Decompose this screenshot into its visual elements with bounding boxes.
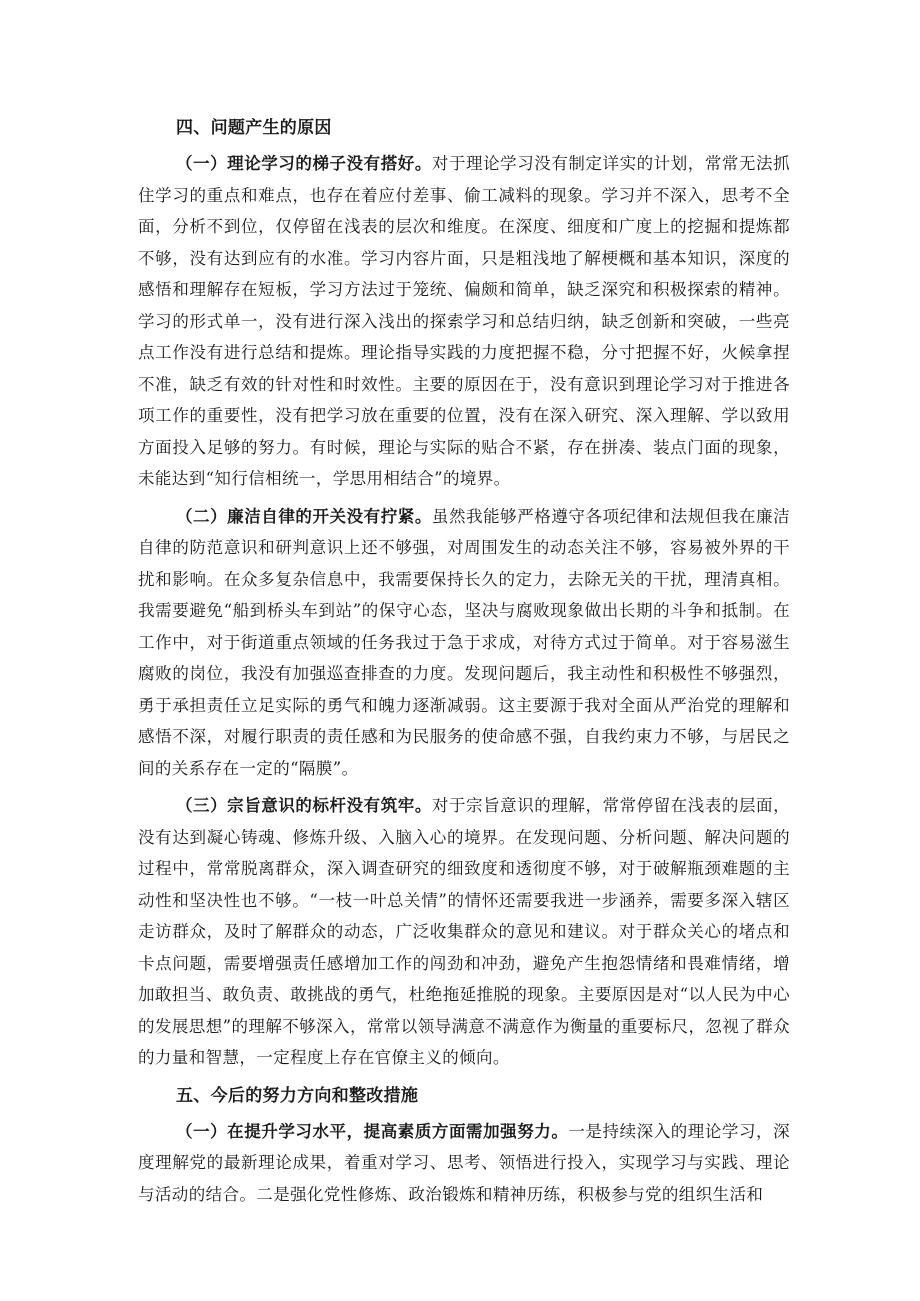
section-heading-causes: 四、问题产生的原因: [176, 118, 332, 138]
paragraph-lead: （三）宗旨意识的标杆没有筑牢。: [176, 796, 432, 815]
paragraph-body: 对于理论学习没有制定详实的计划，常常无法抓住学习的重点和难点，也存在着应付差事、偷工减料的现象。学习并不深入，思考不全面，分析不到位，仅停留在浅表的层次和维度。在深度、细度和广度上的挖掘和提炼都不够，没有达到应有的水准。学习内容片面，只是粗浅地了解梗概和基本知识，深度的感悟和理解存在短板，学习方法过于笼统、偏颇和简单，缺乏深究和积极探索的精神。学习的形式单一，没有进行深入浅出的探索学习和总结归纳，缺乏创新和突破，一些亮点工作没有进行总结和提炼。理论指导实践的力度把握不稳，分寸把握不好，火候拿捏不准，缺乏有效的针对性和时效性。主要的原因在于，没有意识到理论学习对于推进各项工作的重要性，没有把学习放在重要的位置，没有在深入研究、深入理解、学以致用方面投入足够的努力。有时候，理论与实际的贴合不紧，存在拼凑、装点门面的现象，未能达到“知行信相统一，学思用相结合”的境界。: [138, 154, 791, 488]
paragraph-lead: （二）廉洁自律的开关没有拧紧。: [176, 506, 432, 526]
paragraph-lead: （一）理论学习的梯子没有搭好。: [176, 154, 432, 173]
paragraph-cause-1: [138, 148, 790, 495]
paragraph-body: 一是持续深入的理论学习，深度理解党的最新理论成果，着重对学习、思考、领悟进行投入，实现学习与实践、理论与活动的结合。二是强化党性修炼、政治锻炼和精神历练，积极参与党的组织生活和: [138, 1121, 791, 1204]
paragraph-measure-1: [138, 1116, 790, 1211]
document-body: [138, 112, 790, 1216]
section-heading-measures: 五、今后的努力方向和整改措施: [176, 1085, 419, 1106]
paragraph-body: 对于宗旨意识的理解，常常停留在浅表的层面，没有达到凝心铸魂、修炼升级、入脑入心的境界。在发现问题、分析问题、解决问题的过程中，常常脱离群众，深入调查研究的细致度和透彻度不够，对于破解瓶颈难题的主动性和坚决性也不够。“一枝一叶总关情”的情怀还需要我进一步涵养，需要多深入辖区走访群众，及时了解群众的动态，广泛收集群众的意见和建议。对于群众关心的堵点和卡点问题，需要增强责任感增加工作的闯劲和冲劲，避免产生抱怨情绪和畏难情绪，增加敢担当、敢负责、敢挑战的勇气，杜绝拖延推脱的现象。主要原因是对“以人民为中心的发展思想”的理解不够深入，常常以领导满意不满意作为衡量的重要标尺，忽视了群众的力量和智慧，一定程度上存在官僚主义的倾向。: [138, 796, 791, 1067]
paragraph-body: 虽然我能够严格遵守各项纪律和法规但我在廉洁自律的防范意识和研判意识上还不够强，对周围发生的动态关注不够，容易被外界的干扰和影响。在众多复杂信息中，我需要保持长久的定力，去除无关的干扰，理清真相。我需要避免“船到桥头车到站”的保守心态，坚决与腐败现象做出长期的斗争和抵制。在工作中，对于街道重点领域的任务我过于急于求成，对待方式过于简单。对于容易滋生腐败的岗位，我没有加强巡查排查的力度。发现问题后，我主动性和积极性不够强烈，勇于承担责任立足实际的勇气和魄力逐渐减弱。这主要源于我对全面从严治党的理解和感悟不深，对履行职责的责任感和为民服务的使命感不强，自我约束力不够，与居民之间的关系存在一定的“隔膜”。: [138, 506, 791, 778]
paragraph-lead: （一）在提升学习水平，提高素质方面需加强努力。: [176, 1121, 569, 1141]
paragraph-cause-3: [138, 790, 790, 1074]
paragraph-cause-2: [138, 501, 790, 785]
